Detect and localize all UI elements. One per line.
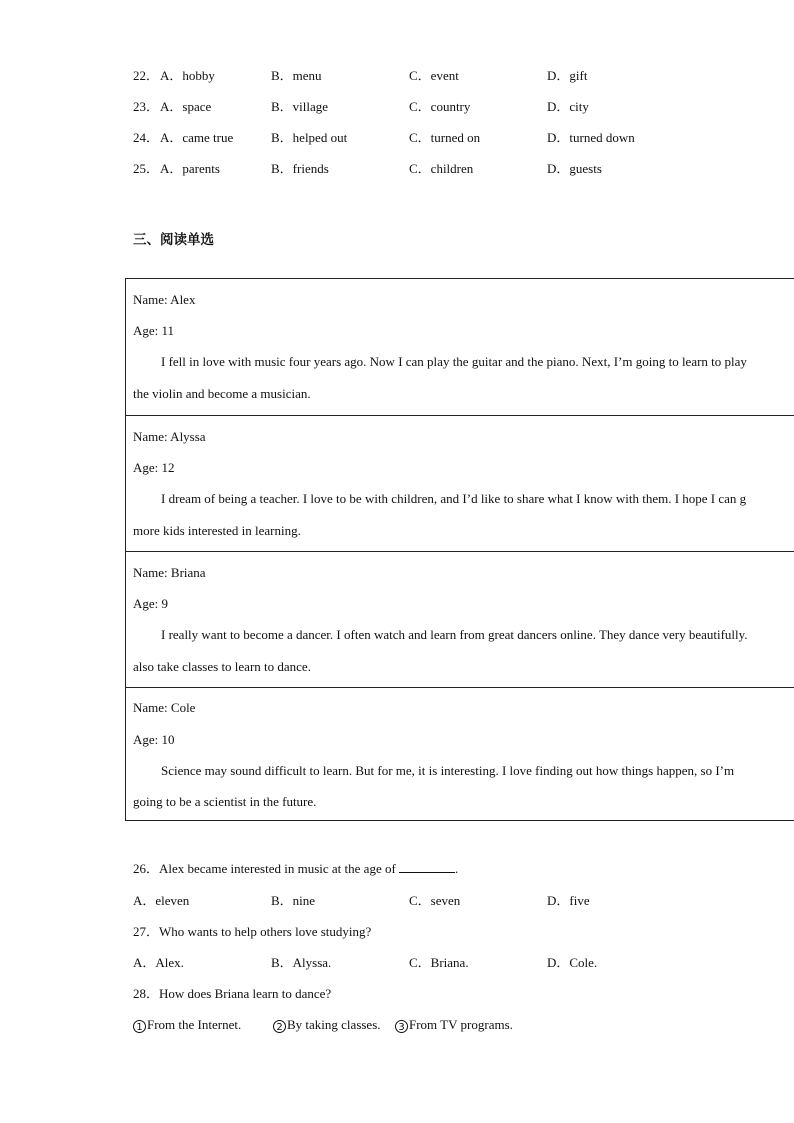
entry-text-line-1: Science may sound difficult to learn. But for me, it is interesting. I love finding out how things happen, so I’m	[161, 763, 735, 778]
option-a: A．space	[160, 99, 212, 114]
option-c: C．event	[409, 68, 459, 83]
option-a: A．parents	[160, 161, 220, 176]
option-b: B．Alyssa.	[271, 955, 332, 970]
option-b: B．friends	[271, 161, 329, 176]
entry-alyssa	[126, 415, 794, 552]
option-b: B．nine	[271, 893, 316, 908]
entry-text-line-2: more kids interested in learning.	[133, 523, 301, 538]
answer-blank	[399, 860, 455, 873]
option-d: D．five	[547, 893, 590, 908]
option-a: A．came true	[160, 130, 234, 145]
entry-text-line-1: I fell in love with music four years ago. Now I can play the guitar and the piano. Next, I’m going to learn to play	[161, 354, 747, 369]
option-c: C．turned on	[409, 130, 481, 145]
entry-name: Name: Briana	[133, 565, 206, 580]
option-c: C．seven	[409, 893, 461, 908]
circled-number-icon: 1	[133, 1020, 146, 1033]
entry-text-line-1: I really want to become a dancer. I often watch and learn from great dancers online. They dance very beautifully.	[161, 627, 748, 642]
entry-name: Name: Alex	[133, 292, 196, 307]
entry-cole	[126, 687, 794, 823]
option-b: B．village	[271, 99, 329, 114]
option-b: B．helped out	[271, 130, 348, 145]
entry-text-line-2: going to be a scientist in the future.	[133, 794, 317, 809]
passage-table	[125, 278, 794, 821]
entry-age: Age: 11	[133, 323, 175, 338]
circled-number-icon: 3	[395, 1020, 408, 1033]
option-a: A．eleven	[133, 893, 190, 908]
entry-text-line-1: I dream of being a teacher. I love to be with children, and I’d like to share what I know with them. I hope I can g	[161, 491, 747, 506]
question-number: 22．	[133, 68, 160, 83]
entry-briana	[126, 551, 794, 688]
entry-age: Age: 12	[133, 460, 175, 475]
question-28-stem: 28．How does Briana learn to dance?	[133, 986, 332, 1001]
option-d: D．turned down	[547, 130, 635, 145]
question-number: 24．	[133, 130, 160, 145]
section-title: 三、阅读单选	[133, 232, 214, 248]
entry-name: Name: Cole	[133, 700, 196, 715]
question-end: .	[455, 861, 459, 876]
option-c: C．children	[409, 161, 474, 176]
item-2	[273, 1015, 381, 1035]
item-text: From the Internet.	[147, 1017, 242, 1032]
item-3	[395, 1015, 513, 1035]
option-a: A．Alex.	[133, 955, 184, 970]
option-c: C．Briana.	[409, 955, 469, 970]
option-b: B．menu	[271, 68, 322, 83]
circled-number-icon: 2	[273, 1020, 286, 1033]
question-27-stem: 27．Who wants to help others love studying?	[133, 924, 372, 939]
question-text: 26．Alex became interested in music at the age of	[133, 861, 396, 876]
question-26-stem	[133, 859, 458, 879]
item-text: By taking classes.	[287, 1017, 381, 1032]
option-d: D．gift	[547, 68, 588, 83]
option-c: C．country	[409, 99, 471, 114]
option-d: D．guests	[547, 161, 602, 176]
entry-alex	[126, 279, 794, 415]
item-1	[133, 1015, 241, 1035]
option-a: A．hobby	[160, 68, 215, 83]
entry-text-line-2: also take classes to learn to dance.	[133, 659, 311, 674]
entry-name: Name: Alyssa	[133, 429, 206, 444]
entry-age: Age: 10	[133, 732, 175, 747]
question-number: 25．	[133, 161, 160, 176]
option-d: D．city	[547, 99, 589, 114]
item-text: From TV programs.	[409, 1017, 513, 1032]
option-d: D．Cole.	[547, 955, 598, 970]
entry-text-line-2: the violin and become a musician.	[133, 386, 311, 401]
entry-age: Age: 9	[133, 596, 169, 611]
question-number: 23．	[133, 99, 160, 114]
